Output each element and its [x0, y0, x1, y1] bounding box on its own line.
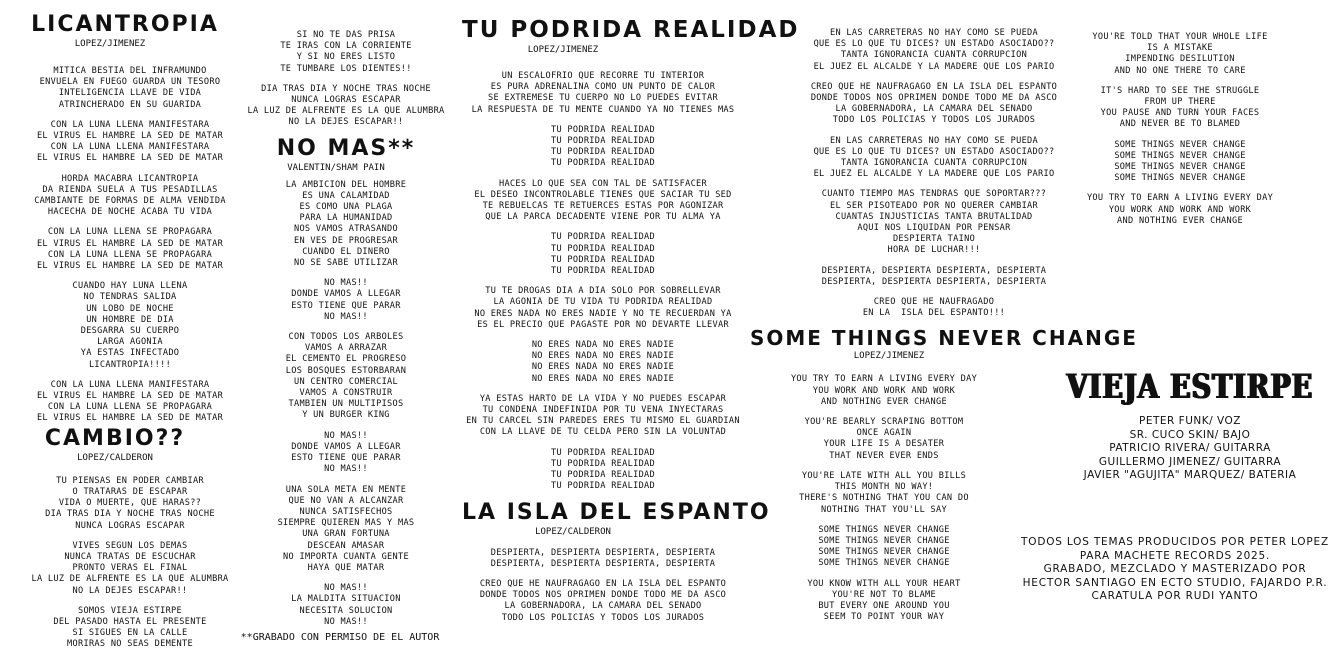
- lyric-stanza: MITICA BESTIA DEL INFRAMUNDO ENVUELA EN FUEGO GUARDA UN TESORO INTELIGENCIA LLAVE DE VIDA ATRINCHERADO EN SU GUARIDA: [39, 66, 221, 110]
- song-author: LOPEZ/JIMENEZ: [853, 351, 925, 362]
- song-title-tu-podrida-realidad: TU PODRIDA REALIDAD: [462, 17, 800, 43]
- column-5: [1080, 0, 1280, 236]
- lyric-stanza: YOU TRY TO EARN A LIVING EVERY DAY YOU WORK AND WORK AND WORK AND NOTHING EVER CHANGE: [1086, 193, 1274, 226]
- lyric-stanza: IT'S HARD TO SEE THE STRUGGLE FROM UP THERE YOU PAUSE AND TURN YOUR FACES AND NEVER BE TO BLAMED: [1100, 85, 1260, 130]
- song-title-some-things-never-change: SOME THINGS NEVER CHANGE: [750, 326, 1138, 351]
- lyric-stanza: CREO QUE HE NAUFRAGAGO EN LA ISLA DEL ESPANTO DONDE TODOS NOS OPRIMEN DONDE TODO ME DA ASCO LA GOBERNADORA, LA CAMARA DEL SENADO TODO LOS POLICIAS Y TODOS LOS JURADOS: [479, 578, 727, 623]
- lyric-stanza: YA ESTAS HARTO DE LA VIDA Y NO PUEDES ESCAPAR TU CONDENA INDEFINIDA POR TU VENA INYECTARAS EN TU CARCEL SIN PAREDES ERES TU MISMO EL GUARDIAN CON LA LLAVE DE TU CELDA PERO SIN LA VOLUNTAD: [466, 393, 740, 438]
- lyric-stanza: CUANTO TIEMPO MAS TENDRAS QUE SOPORTAR??? EL SER PISOTEADO POR NO QUERER CAMBIAR CUANTAS INJUSTICIAS TANTA BRUTALIDAD AQUI NOS LIQUIDAN POR PENSAR DESPIERTA TAINO HORA DE LUCHAR!!!: [821, 189, 1047, 256]
- song-title-no-mas: NO MAS**: [276, 135, 416, 161]
- lyric-stanza: TU PODRIDA REALIDAD TU PODRIDA REALIDAD TU PODRIDA REALIDAD TU PODRIDA REALIDAD: [550, 232, 655, 277]
- lyric-stanza: HACES LO QUE SEA CON TAL DE SATISFACER EL DESEO INCONTROLABLE TIENES QUE SACIAR TU SED TE REBUELCAS TE RETUERCES ESTAS POR AGONIZAR QUE LA PARCA DECADENTE VIENE POR TU ALMA YA: [474, 178, 732, 223]
- song-author: VALENTIN/SHAM PAIN: [287, 162, 385, 173]
- lyric-stanza: DESPIERTA, DESPIERTA DESPIERTA, DESPIERTA DESPIERTA, DESPIERTA DESPIERTA, DESPIERTA: [821, 265, 1047, 287]
- credit-line: GRABADO, MEZCLADO Y MASTERIZADO POR: [1043, 563, 1307, 575]
- lyric-stanza: NO ERES NADA NO ERES NADIE NO ERES NADA NO ERES NADIE NO ERES NADA NO ERES NADIE NO ERES NADA NO ERES NADIE: [531, 340, 675, 384]
- lyric-stanza: CREO QUE HE NAUFRAGAGO EN LA ISLA DEL ESPANTO DONDE TODOS NOS OPRIMEN DONDE TODO ME DA ASCO LA GOBERNADORA, LA CAMARA DEL SENADO TODO LOS POLICIAS Y TODOS LOS JURADOS: [810, 81, 1058, 126]
- band-member: PATRICIO RIVERA/ GUITARRA: [1109, 442, 1271, 454]
- song-title-la-isla-del-espanto: LA ISLA DEL ESPANTO: [462, 499, 771, 525]
- credit-line: HECTOR SANTIAGO EN ECTO STUDIO, FAJARDO P.R.: [1022, 576, 1328, 589]
- lyric-stanza: UNA SOLA META EN MENTE QUE NO VAN A ALCANZAR NUNCA SATISFECHOS SIEMPRE QUIEREN MAS Y MAS UNA GRAN FORTUNA DESCEAN AMASAR NO IMPORTA CUANTA GENTE HAYA QUE MATAR: [277, 484, 415, 573]
- lyric-stanza: YOU KNOW WITH ALL YOUR HEART YOU'RE NOT TO BLAME BUT EVERY ONE AROUND YOU SEEM TO POINT YOUR WAY: [807, 578, 961, 623]
- song-author: LOPEZ/JIMENEZ: [527, 45, 599, 55]
- song-author: LOPEZ/JIMENEZ: [74, 39, 146, 49]
- lyric-stanza: UN ESCALOFRIO QUE RECORRE TU INTERIOR ES PURA ADRENALINA COMO UN PUNTO DE CALOR SE EXTREMESE TU CUERPO NO LO PUEDES EVITAR LA RESPUESTA DE TU MENTE CUANDO YA NO TIENES MAS: [471, 71, 735, 115]
- lyric-stanza: CON LA LUNA LLENA MANIFESTARA EL VIRUS EL HAMBRE LA SED DE MATAR CON LA LUNA LLENA SE PROPAGARA EL VIRUS EL HAMBRE LA SED DE MATAR: [36, 379, 224, 424]
- lyric-stanza: NO MAS!! DONDE VAMOS A LLEGAR ESTO TIENE QUE PARAR NO MAS!!: [291, 278, 401, 322]
- lyric-stanza: LA AMBICION DEL HOMBRE ES UNA CALAMIDAD ES COMO UNA PLAGA PARA LA HUMANIDAD NOS VAMOS ATRASANDO EN VES DE PROGRESAR CUANDO EL DINERO NO SE SABE UTILIZAR: [285, 179, 407, 269]
- lyric-stanza: TU PIENSAS EN PODER CAMBIAR O TRATARAS DE ESCAPAR VIDA O MUERTE, QUE HARAS?? DIA TRAS DIA Y NOCHE TRAS NOCHE NUNCA LOGRAS ESCAPAR: [45, 475, 215, 531]
- credits: [1020, 536, 1330, 604]
- lyric-stanza: NO MAS!! LA MALDITA SITUACION NECESITA SOLUCION NO MAS!!: [291, 583, 401, 627]
- lyric-stanza: CUANDO HAY LUNA LLENA NO TENDRAS SALIDA UN LOBO DE NOCHE UN HOMBRE DE DIA DESGARRA SU CUERPO LARGA AGONIA YA ESTAS INFECTADO LICANTROPIA!!!!: [72, 281, 188, 370]
- song-title-licantropia: LICANTROPIA: [31, 12, 219, 37]
- lyric-stanza: YOU'RE BEARLY SCRAPING BOTTOM ONCE AGAIN YOUR LIFE IS A DESATER THAT NEVER EVER ENDS: [804, 417, 964, 461]
- lyric-stanza: EN LAS CARRETERAS NO HAY COMO SE PUEDA QUE ES LO QUE TU DICES? UN ESTADO ASOCIADO?? TANTA IGNORANCIA CUANTA CORRUPCION EL JUEZ EL ALCALDE Y LA MADERE QUE LOS PARIO: [813, 28, 1055, 72]
- lyric-stanza: CON LA LUNA LLENA SE PROPAGARA EL VIRUS EL HAMBRE LA SED DE MATAR CON LA LUNA LLENA SE PROPAGARA EL VIRUS EL HAMBRE LA SED DE MATAR: [36, 227, 224, 272]
- band-member: GUILLERMO JIMENEZ/ GUITARRA: [1098, 455, 1282, 468]
- lyric-stanza: CREO QUE HE NAUFRAGADO EN LA ISLA DEL ESPANTO!!!: [862, 297, 1006, 319]
- lyric-stanza: YOU TRY TO EARN A LIVING EVERY DAY YOU WORK AND WORK AND WORK AND NOTHING EVER CHANGE: [790, 374, 978, 407]
- lyric-stanza: DESPIERTA, DESPIERTA DESPIERTA, DESPIERTA DESPIERTA, DESPIERTA DESPIERTA, DESPIERTA: [490, 547, 716, 569]
- lyrics-licantropia: [0, 66, 260, 425]
- lyric-stanza: YOU'RE TOLD THAT YOUR WHOLE LIFE IS A MISTAKE IMPENDING DESILUTION AND NO ONE THERE TO CARE: [1092, 32, 1268, 76]
- lyrics-cambio: [0, 476, 260, 651]
- credit-line: PARA MACHETE RECORDS 2025.: [1079, 549, 1271, 562]
- credit-line: CARATULA POR RUDI YANTO: [1091, 590, 1259, 602]
- column-2: [226, 0, 466, 643]
- lyrics-la-isla-del-espanto-cont: [750, 28, 1118, 319]
- credit-line: TODOS LOS TEMAS PRODUCIDOS POR PETER LOPEZ: [1021, 536, 1329, 548]
- lyric-stanza: EN LAS CARRETERAS NO HAY COMO SE PUEDA QUE ES LO QUE TU DICES? UN ESTADO ASOCIADO?? TANTA IGNORANCIA CUANTA CORRUPCION EL JUEZ EL ALCALDE Y LA MADERE QUE LOS PARIO: [813, 135, 1055, 180]
- song-title-cambio: CAMBIO??: [44, 425, 186, 451]
- band-member: PETER FUNK/ VOZ: [1139, 415, 1241, 427]
- lyric-stanza: TU TE DROGAS DIA A DIA SOLO POR SOBRELLEVAR LA AGONIA DE TU VIDA TU PODRIDA REALIDAD NO ERES NADA NO ERES NADIE Y NO TE RECUERDAN YA ES EL PRECIO QUE PAGASTE POR NO DEVARTE LLEVAR: [474, 286, 732, 330]
- lyric-stanza: SOMOS VIEJA ESTIRPE DEL PASADO HASTA EL PRESENTE SI SIGUES EN LA CALLE MORIRAS NO SEAS DEMENTE: [53, 605, 207, 650]
- lyric-stanza: SOME THINGS NEVER CHANGE SOME THINGS NEVER CHANGE SOME THINGS NEVER CHANGE SOME THINGS NEVER CHANGE: [818, 524, 950, 569]
- lyric-stanza: SOME THINGS NEVER CHANGE SOME THINGS NEVER CHANGE SOME THINGS NEVER CHANGE SOME THINGS NEVER CHANGE: [1114, 139, 1246, 184]
- lyric-stanza: DIA TRAS DIA Y NOCHE TRAS NOCHE NUNCA LOGRAS ESCAPAR LA LUZ DE ALFRENTE ES LA QUE ALUMBRA NO LA DEJES ESCAPAR!!: [247, 83, 445, 128]
- footnote: **GRABADO CON PERMISO DE EL AUTOR: [240, 631, 440, 643]
- lyric-stanza: HORDA MACABRA LICANTROPIA DA RIENDA SUELA A TUS PESADILLAS CAMBIANTE DE FORMAS DE ALMA VENDIDA HACECHA DE NOCHE ACABA TU VIDA: [34, 173, 226, 218]
- band-info: [1060, 368, 1320, 483]
- lyric-stanza: CON TODOS LOS ARBOLES VAMOS A ARRAZAR EL CEMENTO EL PROGRESO LOS BOSQUES ESTORBARAN UN CENTRO COMERCIAL VAMOS A CONSTRUIR TAMBIEN UN MULTIPISOS Y UN BURGER KING: [285, 332, 407, 421]
- band-member: SR. CUCO SKIN/ BAJO: [1129, 428, 1251, 441]
- lyric-stanza: TU PODRIDA REALIDAD TU PODRIDA REALIDAD TU PODRIDA REALIDAD TU PODRIDA REALIDAD: [550, 447, 655, 492]
- column-1: [0, 0, 260, 660]
- lyric-stanza: TU PODRIDA REALIDAD TU PODRIDA REALIDAD TU PODRIDA REALIDAD TU PODRIDA REALIDAD: [550, 124, 655, 169]
- song-author: LOPEZ/CALDERON: [535, 526, 611, 537]
- lyric-stanza: YOU'RE LATE WITH ALL YOU BILLS THIS MONTH NO WAY! THERE'S NOTHING THAT YOU CAN DO NOTHING THAT YOU'LL SAY: [799, 470, 969, 515]
- lyrics-no-mas: [226, 180, 466, 628]
- band-members: [1060, 415, 1320, 483]
- lyric-stanza: CON LA LUNA LLENA MANIFESTARA EL VIRUS EL HAMBRE LA SED DE MATAR CON LA LUNA LLENA MANIFESTARA EL VIRUS EL HAMBRE LA SED DE MATAR: [36, 119, 224, 164]
- band-logo: VIEJA ESTIRPE: [1066, 368, 1314, 407]
- lyric-stanza: VIVES SEGUN LOS DEMAS NUNCA TRATAS DE ESCUCHAR PRONTO VERAS EL FINAL LA LUZ DE ALFRENTE ES LA QUE ALUMBRA NO LA DEJES ESCAPAR!!: [31, 540, 229, 596]
- song-author: LOPEZ/CALDERON: [77, 452, 153, 463]
- lyric-stanza: SI NO TE DAS PRISA TE IRAS CON LA CORRIENTE Y SI NO ERES LISTO TE TUMBARE LOS DIENTES!!: [280, 30, 412, 74]
- band-member: JAVIER "AGUJITA" MARQUEZ/ BATERIA: [1083, 469, 1297, 481]
- lyrics-some-things-never-change-cont: [1080, 32, 1280, 227]
- lyric-stanza: NO MAS!! DONDE VAMOS A LLEGAR ESTO TIENE QUE PARAR NO MAS!!: [291, 430, 401, 475]
